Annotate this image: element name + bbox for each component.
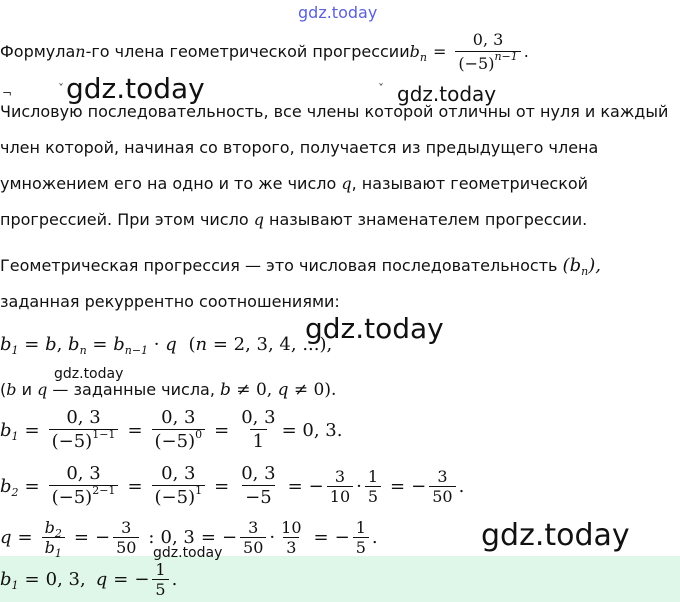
stray-mark: ˇ — [58, 82, 64, 96]
watermark: gdz.today — [54, 366, 124, 382]
intro-end: . — [523, 42, 529, 61]
watermark: gdz.today — [305, 312, 444, 345]
intro-middle: -го члена геометрической прогрессии — [85, 42, 410, 61]
recurrence-conditions: (b и q — заданные числа, b ≠ 0, q ≠ 0). — [0, 380, 337, 400]
stray-mark: ¬ — [2, 86, 13, 100]
b2-calculation: $b_2$ = $\frac{0, 3}{(-5)^{2-1}}$ = $\frac{0, 3}{(-5)^1}$ = $\frac{0, 3}{-5}$ = − $\frac{3}{10}$ · $\frac{1}{5}$ = − $\frac{3}{50}$ . — [0, 462, 465, 508]
b1-result: = 0, 3. — [281, 419, 343, 441]
intro-den: $(-5)^{n-1}$ — [455, 51, 520, 76]
definition-line-4: прогрессией. При этом число q называют знаменателем прогрессии. — [0, 210, 588, 229]
watermark: gdz.today — [481, 518, 630, 553]
watermark: gdz.today — [397, 82, 497, 106]
intro-var-n: n — [75, 42, 86, 61]
recurrence-line-2: заданная рекуррентно соотношениями: — [0, 292, 340, 311]
answer-line: $b_1$ = 0, 3, q = − $\frac{1}{5}$ . — [0, 559, 178, 599]
equals-sign: = — [432, 42, 447, 61]
b1-calculation: $b_1$ = $\frac{0, 3}{(-5)^{1-1}}$ = $\frac{0, 3}{(-5)^0}$ = $\frac{0, 3}{1}$ = 0, 3. — [0, 406, 343, 452]
definition-line-1: Числовую последовательность, все члены которой отличны от нуля и каждый — [0, 102, 669, 121]
intro-prefix: Формула — [0, 42, 76, 61]
definition-line-3: умножением его на одно и то же число q, называют геометрической — [0, 174, 589, 193]
intro-bn: $b_n$ — [409, 42, 427, 64]
watermark: gdz.today — [298, 3, 378, 22]
recurrence-line-1: Геометрическая прогрессия — это числовая последовательность $(b_n)$, — [0, 255, 601, 278]
watermark: gdz.today — [153, 545, 223, 561]
q-calculation: q = $\frac{b_2}{b_1}$ = − $\frac{3}{50}$ : 0, 3 = − $\frac{3}{50}$ · $\frac{10}{3}$ = − $\frac{1}{5}$ . — [0, 517, 378, 560]
intro-line — [0, 29, 529, 73]
intro-fraction — [455, 29, 520, 76]
intro-num: 0, 3 — [472, 29, 504, 49]
recurrence-formula: $b_1 = b$, $b_n = b_{n-1} \cdot q$ (n = 2, 3, 4, ...), — [0, 334, 333, 357]
stray-mark: ˇ — [378, 82, 384, 96]
definition-line-2: член которой, начиная со второго, получается из предыдущего члена — [0, 138, 599, 157]
watermark: gdz.today — [66, 72, 205, 105]
